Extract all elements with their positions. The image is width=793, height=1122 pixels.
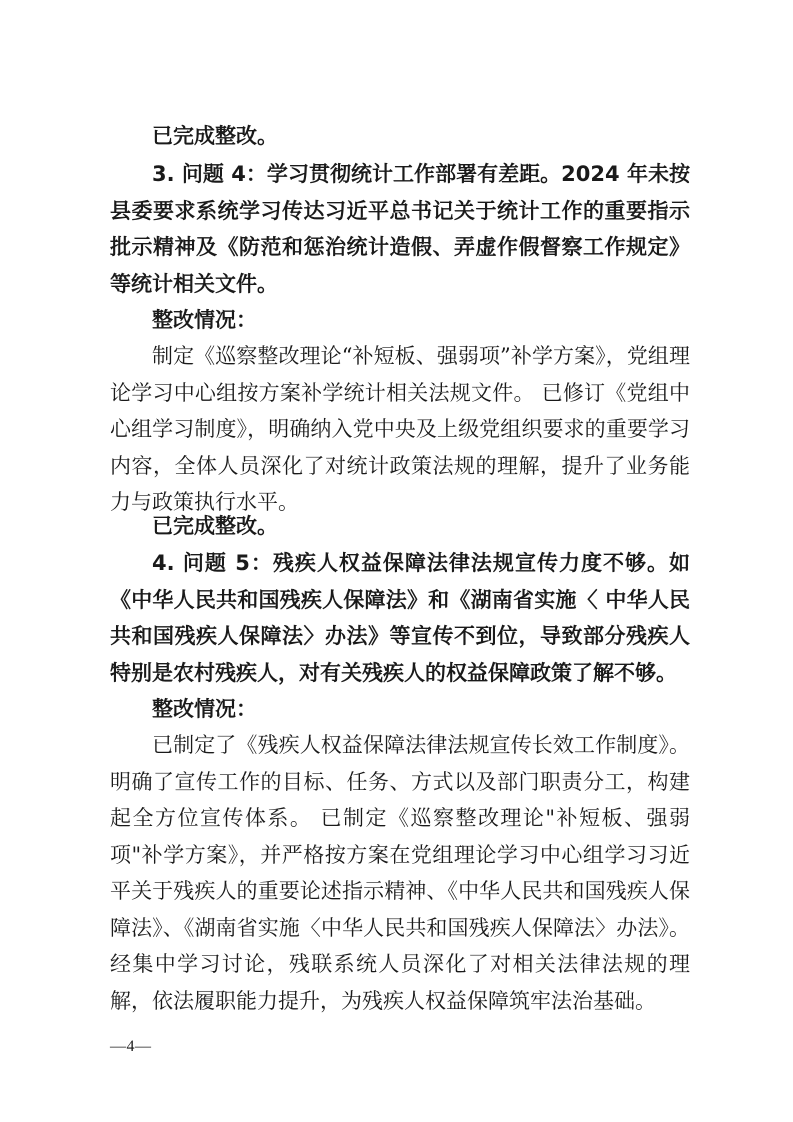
status-completed-1: 已完成整改。 [152, 124, 278, 148]
rectification-body-2: 已制定了《残疾人权益保障法律法规宣传长效工作制度》。明确了宣传工作的目标、任务、方式以及部门职责分工，构建起全方位宣传体系。 已制定《巡察整改理论"补短板、强弱项"补学方案》，并严格按方案在党组理论学习中心组学习习近平关于残疾人的重要论述指示精神、《中华人民共和国残疾人保障法》、《湖南省实施〈中华人民共和国残疾人保障法〉办法》。经集中学习讨论，残联系统人员深化了对相关法律法规的理解，依法履职能力提升，为残疾人权益保障筑牢法治基础。 [110, 733, 690, 1013]
rectification-body-1: 制定《巡察整改理论“补短板、强弱项”补学方案》，党组理论学习中心组按方案补学统计相关法规文件。 已修订《党组中心组学习制度》，明确纳入党中央及上级党组织要求的重要学习 内容，全体人员深化了对统计政策法规的理解，提升了业务能力与政策执行水平。 [110, 344, 690, 514]
rectification-label-2: 整改情况： [152, 697, 257, 721]
rectification-label-1: 整改情况： [152, 308, 257, 332]
issue-4-heading: 3. 问题 4：学习贯彻统计工作部署有差距。2024 年未按县委要求系统学习传达习近平总书记关于统计工作的重要指示批示精神及《防范和惩治统计造假、弄虚作假督察工作规定》等统计相关文件。 [110, 162, 690, 296]
page-number: —4— [110, 1038, 152, 1055]
status-completed-2: 已完成整改。 [152, 514, 278, 538]
issue-5-heading: 4. 问题 5：残疾人权益保障法律法规宣传力度不够。如《中华人民共和国残疾人保障法》和《湖南省实施〈 中华人民共和国残疾人保障法〉办法》等宣传不到位，导致部分残疾人特别是农村残疾人，对有关残疾人的权益保障政策了解不够。 [110, 551, 690, 685]
